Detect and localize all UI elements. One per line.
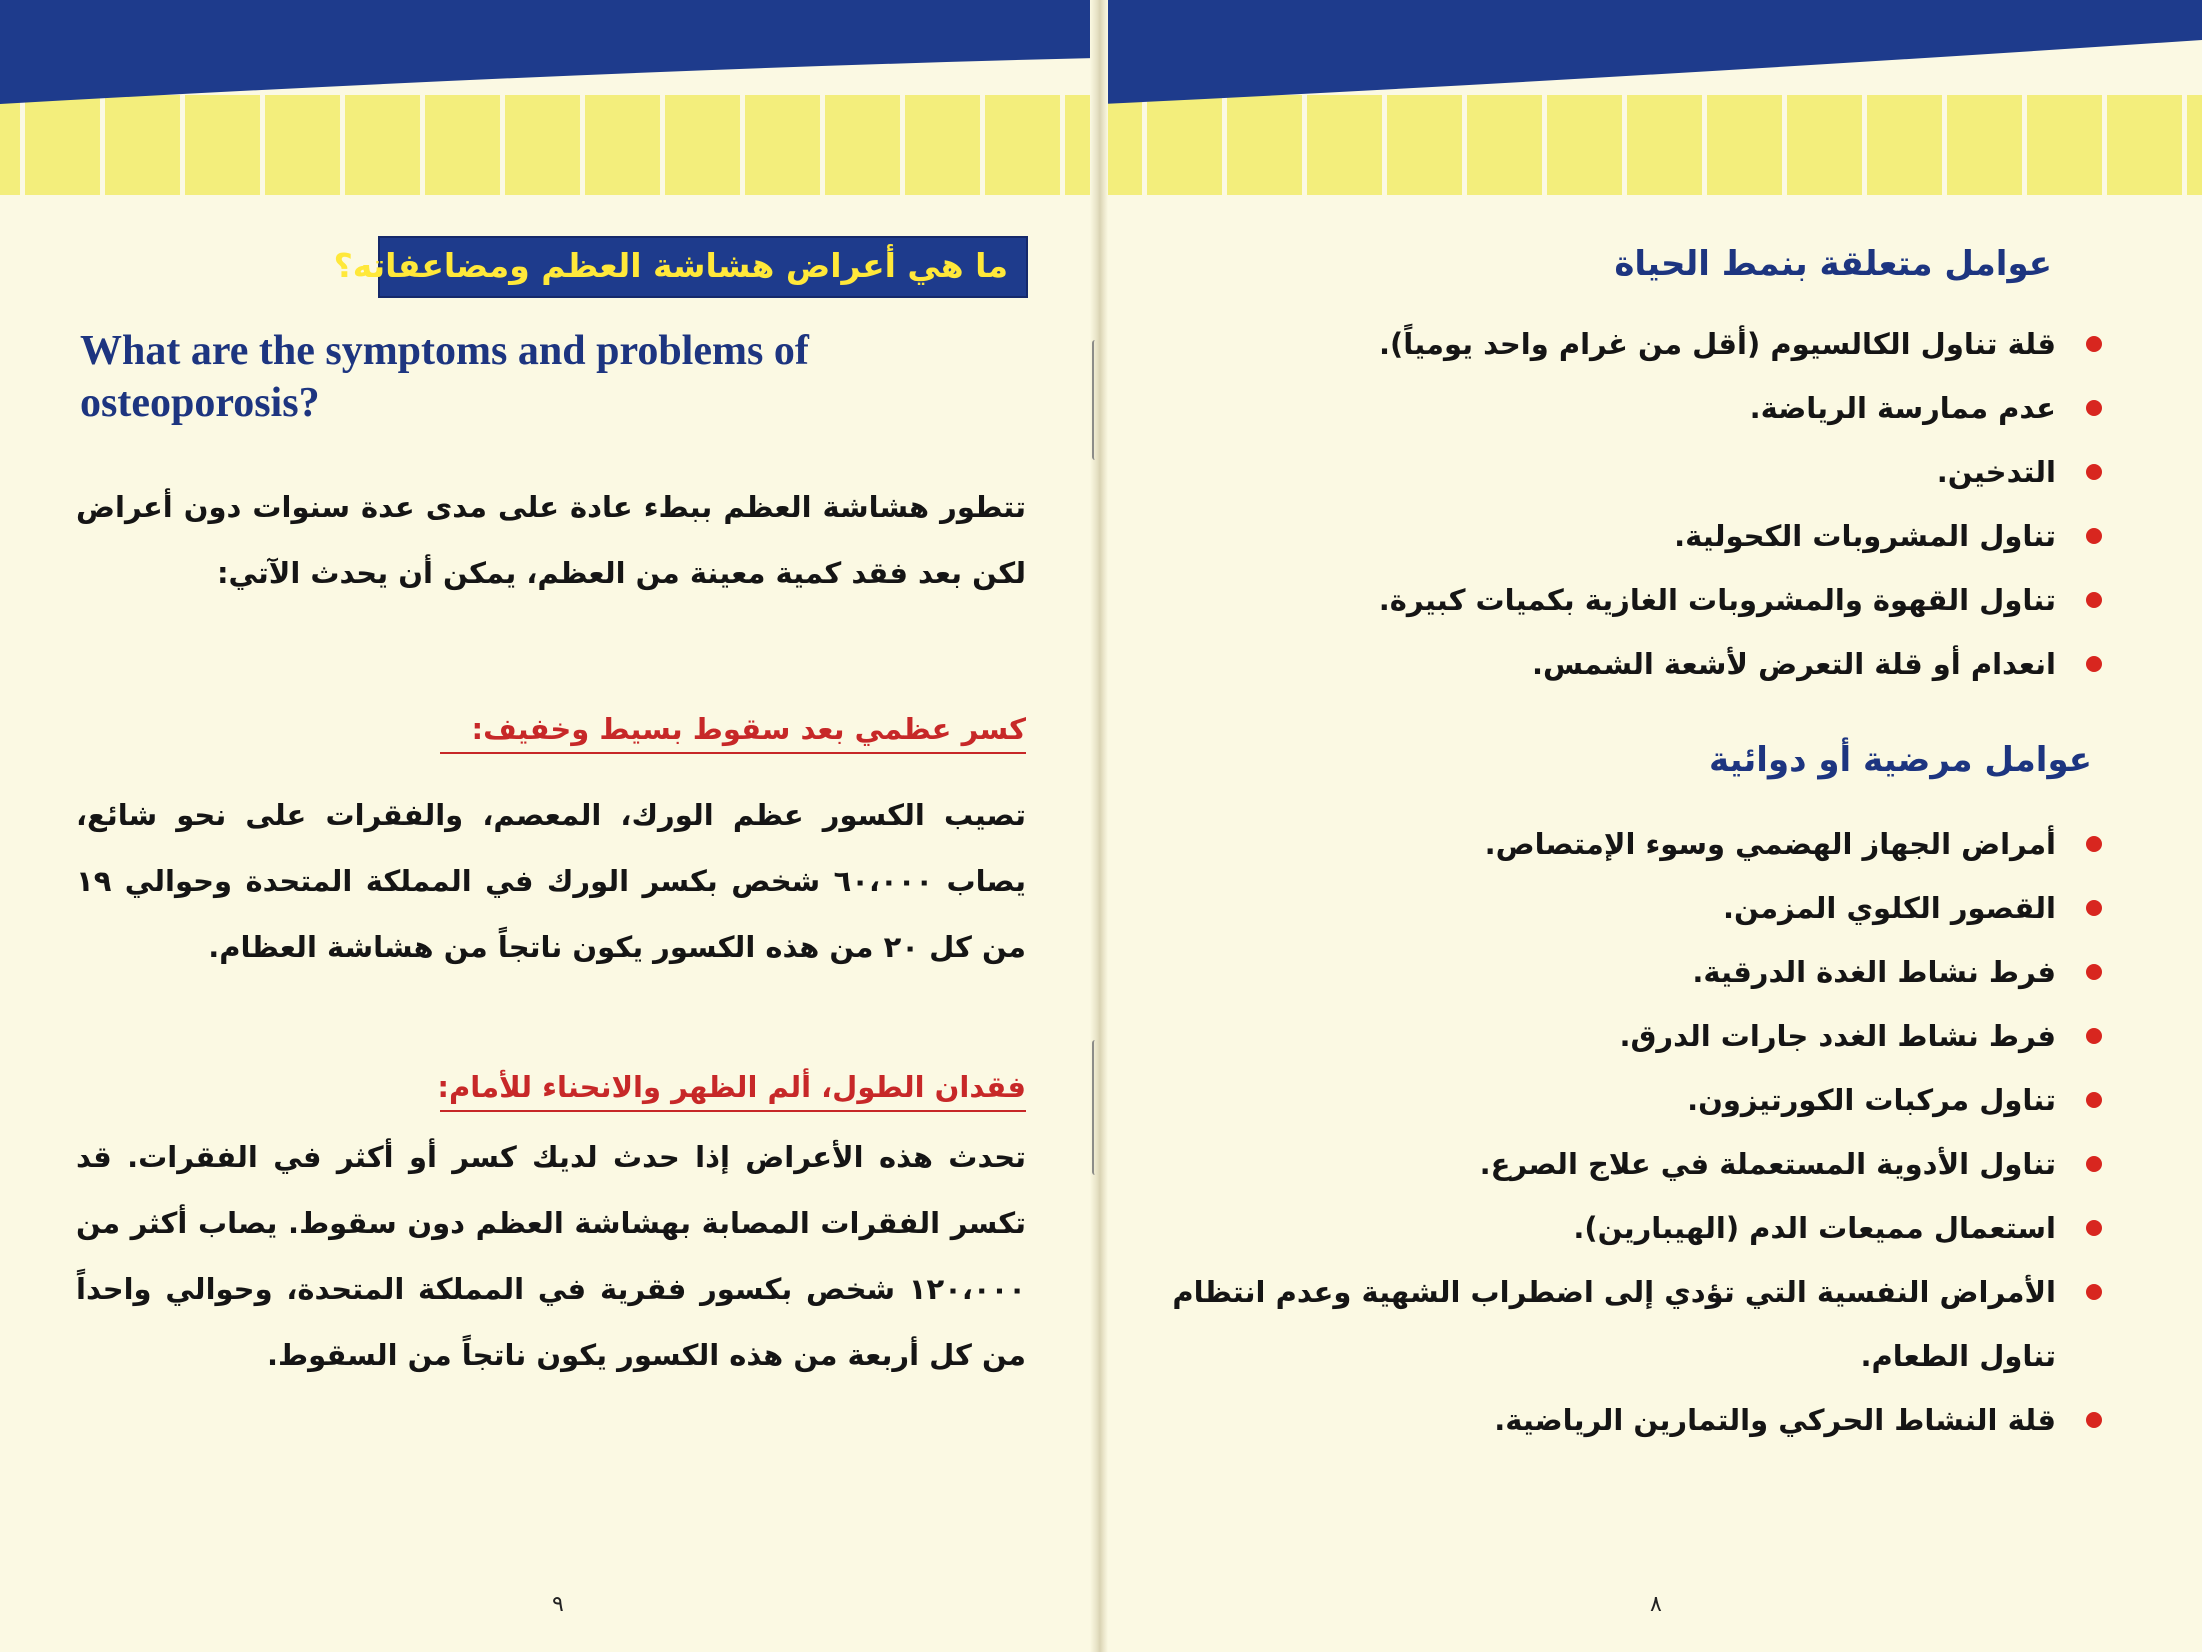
list-item: استعمال مميعات الدم (الهيبارين). — [1142, 1196, 2102, 1260]
bullet-icon — [2086, 1028, 2102, 1044]
bullet-icon — [2086, 656, 2102, 672]
bullet-icon — [2086, 400, 2102, 416]
list-item: أمراض الجهاز الهضمي وسوء الإمتصاص. — [1142, 812, 2102, 876]
bullet-icon — [2086, 528, 2102, 544]
lifestyle-factors-heading: عوامل متعلقة بنمط الحياة — [1614, 244, 2052, 284]
left-page — [0, 0, 1096, 1652]
list-item: تناول القهوة والمشروبات الغازية بكميات كبيرة. — [1142, 568, 2102, 632]
list-item: قلة النشاط الحركي والتمارين الرياضية. — [1142, 1388, 2102, 1452]
lifestyle-factors-list — [1142, 312, 2102, 696]
bullet-icon — [2086, 336, 2102, 352]
staple-bottom — [1092, 1040, 1100, 1175]
bullet-icon — [2086, 592, 2102, 608]
left-page-header-band — [0, 0, 1096, 200]
left-page-number: ٩ — [552, 1592, 564, 1617]
right-page — [1102, 0, 2202, 1652]
right-page-number: ٨ — [1650, 1592, 1662, 1617]
bullet-icon — [2086, 836, 2102, 852]
english-section-heading: What are the symptoms and problems of osteoporosis? — [80, 328, 809, 426]
medical-factors-heading: عوامل مرضية أو دوائية — [1709, 740, 2092, 780]
list-item: قلة تناول الكالسيوم (أقل من غرام واحد يومياً). — [1142, 312, 2102, 376]
list-item: فرط نشاط الغدد جارات الدرق. — [1142, 1004, 2102, 1068]
height-loss-paragraph: تحدث هذه الأعراض إذا حدث لديك كسر أو أكثر في الفقرات. قد تكسر الفقرات المصابة بهشاشة العظم دون سقوط. يصاب أكثر من ١٢٠،٠٠٠ شخص بكسور فقرية في المملكة المتحدة، وحوالي واحداً من كل أربعة من هذه الكسور يكون ناتجاً من السقوط. — [76, 1140, 1026, 1372]
bullet-icon — [2086, 1092, 2102, 1108]
list-item: التدخين. — [1142, 440, 2102, 504]
list-item: الأمراض النفسية التي تؤدي إلى اضطراب الشهية وعدم انتظام تناول الطعام. — [1142, 1260, 2102, 1388]
bullet-icon — [2086, 964, 2102, 980]
list-item: عدم ممارسة الرياضة. — [1142, 376, 2102, 440]
medical-factors-list — [1142, 812, 2102, 1452]
height-loss-subheading: فقدان الطول، ألم الظهر والانحناء للأمام: — [440, 1070, 1026, 1112]
right-page-header-band — [1102, 0, 2202, 200]
bullet-icon — [2086, 464, 2102, 480]
list-item: تناول الأدوية المستعملة في علاج الصرع. — [1142, 1132, 2102, 1196]
book-gutter — [1090, 0, 1108, 1652]
intro-paragraph: تتطور هشاشة العظم ببطء عادة على مدى عدة سنوات دون أعراض لكن بعد فقد كمية معينة من العظم، يمكن أن يحدث الآتي: — [76, 490, 1026, 590]
bullet-icon — [2086, 900, 2102, 916]
bullet-icon — [2086, 1284, 2102, 1300]
fracture-subheading: كسر عظمي بعد سقوط بسيط وخفيف: — [440, 712, 1026, 754]
fracture-paragraph: تصيب الكسور عظم الورك، المعصم، والفقرات على نحو شائع، يصاب ٦٠،٠٠٠ شخص بكسر الورك في المملكة المتحدة وحوالي ١٩ من كل ٢٠ من هذه الكسور يكون ناتجاً من هشاشة العظام. — [76, 798, 1026, 964]
list-item: تناول المشروبات الكحولية. — [1142, 504, 2102, 568]
bullet-icon — [2086, 1412, 2102, 1428]
list-item: القصور الكلوي المزمن. — [1142, 876, 2102, 940]
bullet-icon — [2086, 1156, 2102, 1172]
bullet-icon — [2086, 1220, 2102, 1236]
arabic-section-heading: ما هي أعراض هشاشة العظم ومضاعفاته؟ — [378, 236, 1028, 298]
list-item: انعدام أو قلة التعرض لأشعة الشمس. — [1142, 632, 2102, 696]
list-item: فرط نشاط الغدة الدرقية. — [1142, 940, 2102, 1004]
list-item: تناول مركبات الكورتيزون. — [1142, 1068, 2102, 1132]
staple-top — [1092, 340, 1100, 460]
